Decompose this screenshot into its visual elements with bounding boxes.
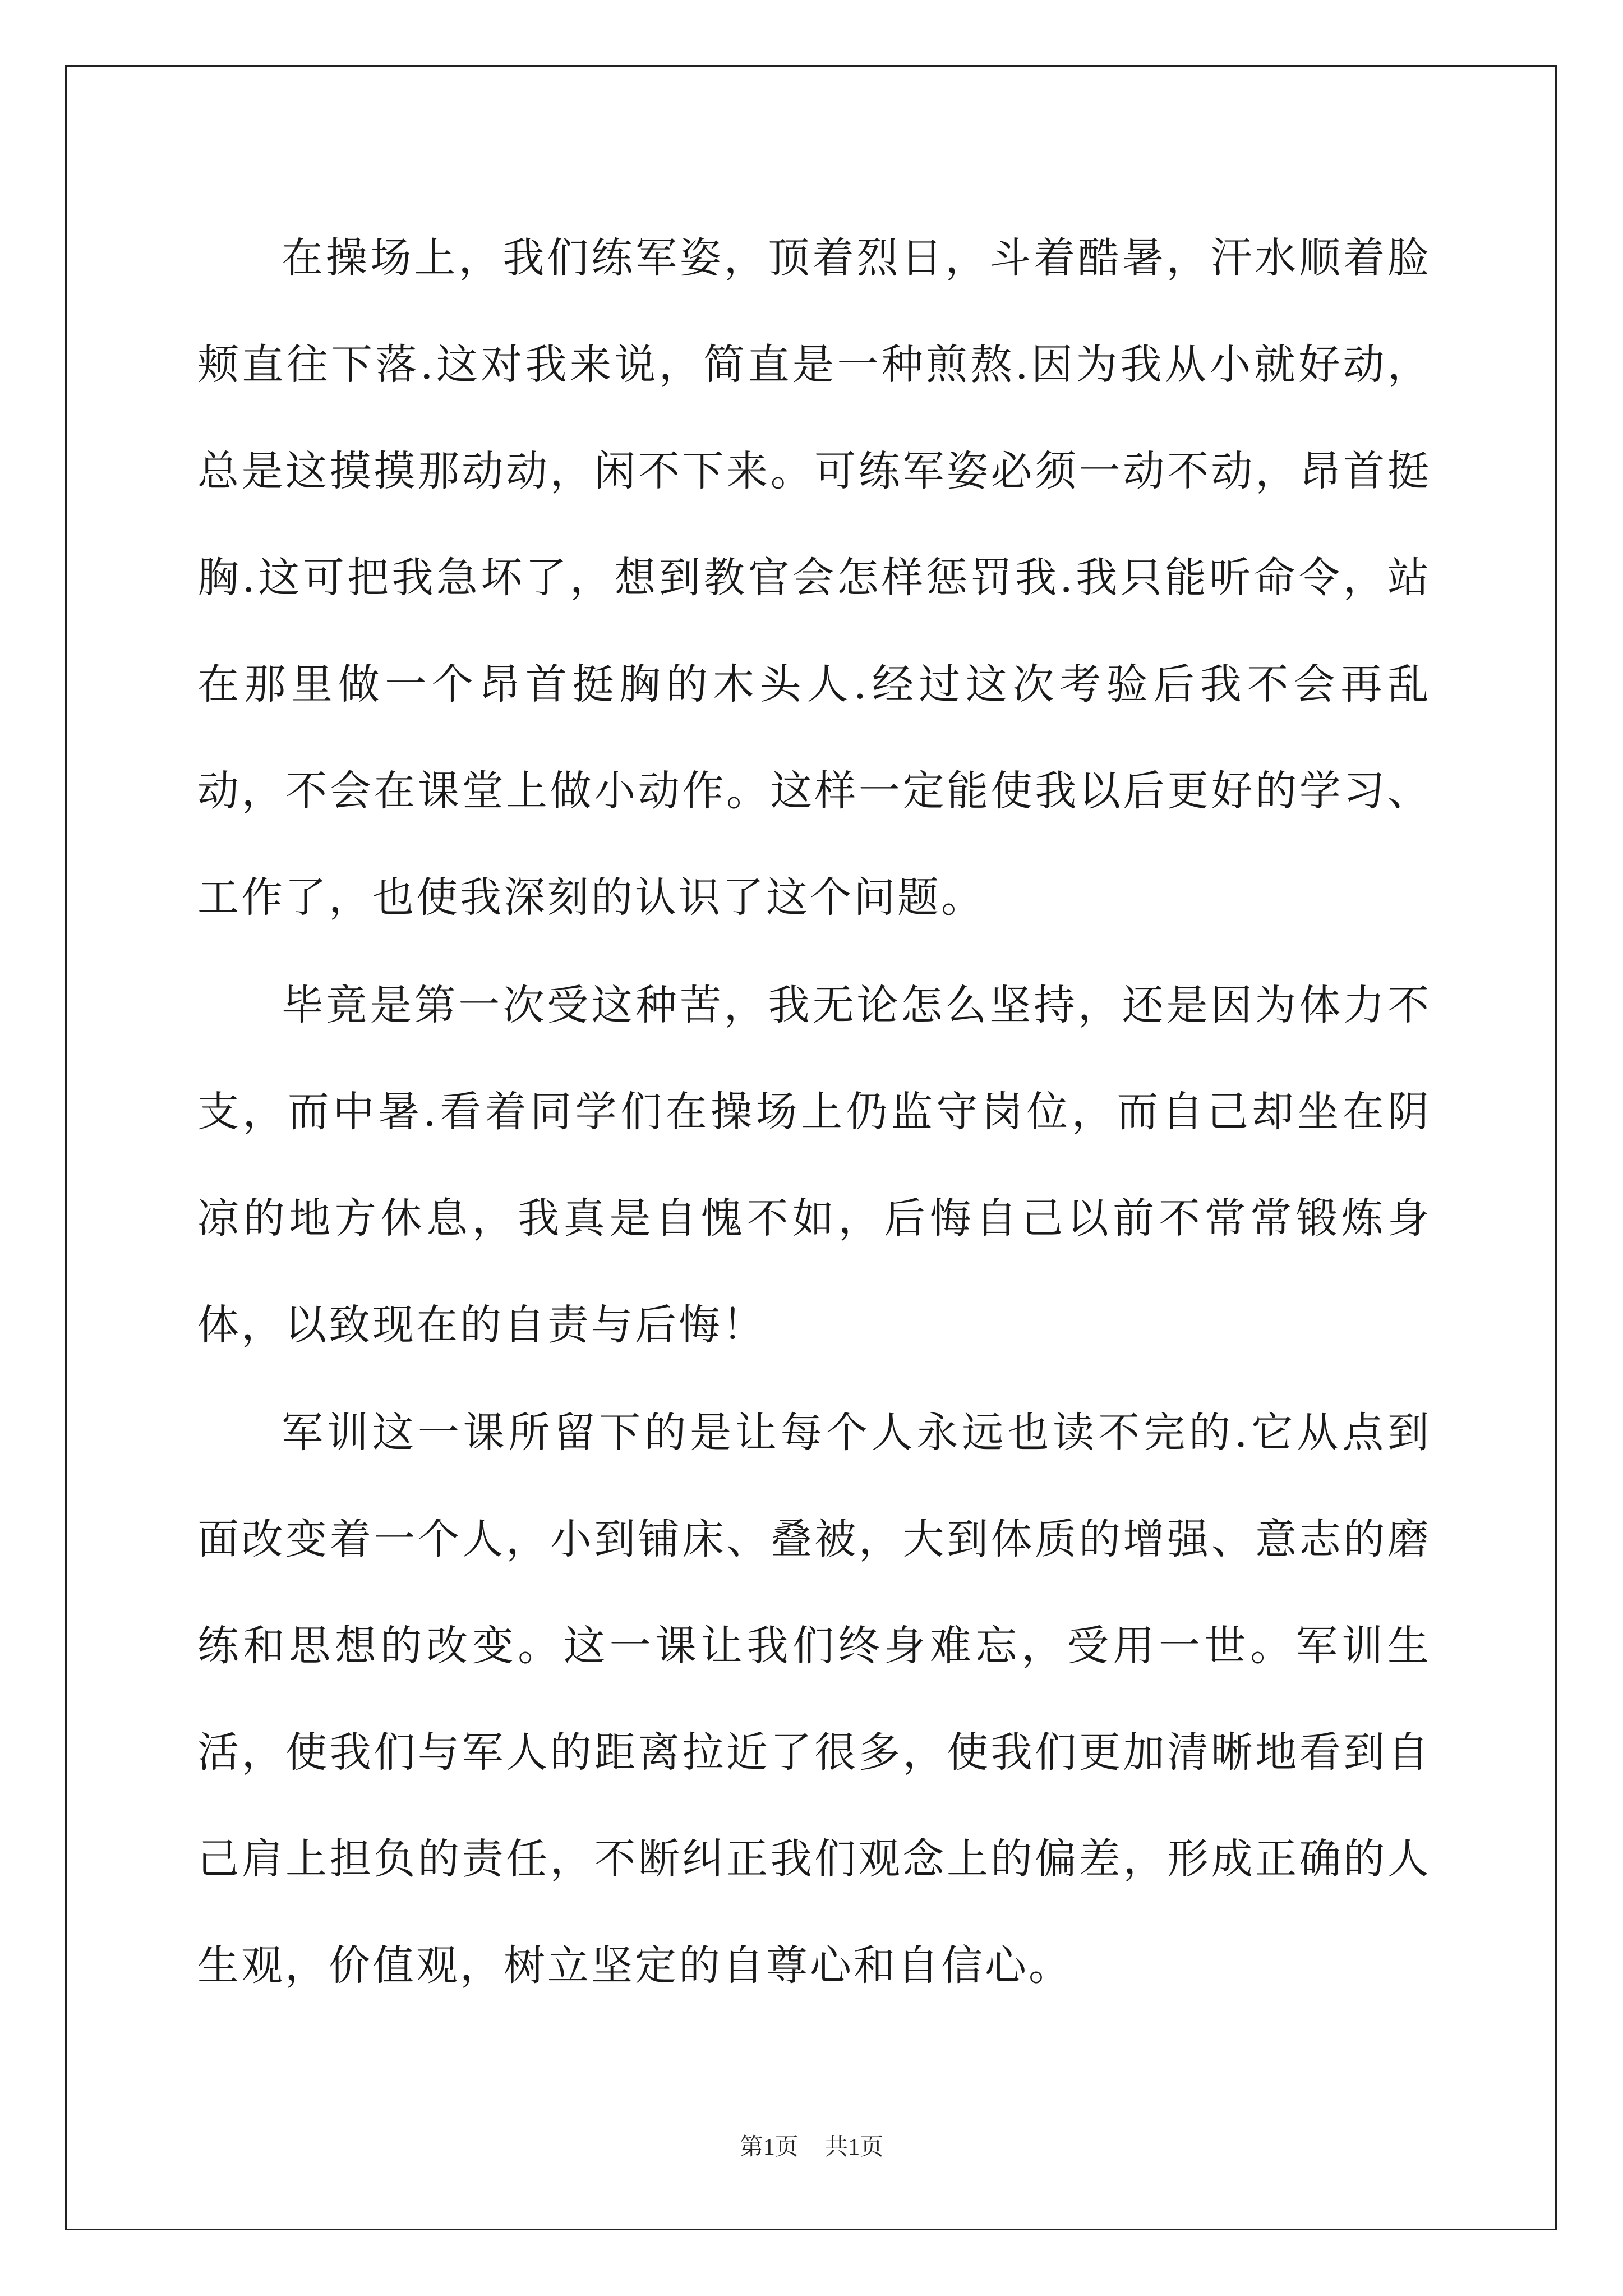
paragraph-3: 军训这一课所留下的是让每个人永远也读不完的.它从点到面改变着一个人，小到铺床、叠被，大到体质的增强、意志的磨练和思想的改变。这一课让我们终身难忘，受用一世。军训生活，使我们与军人的距离拉近了很多，使我们更加清晰地看到自己肩上担负的责任，不断纠正我们观念上的偏差，形成正确的人生观，价值观，树立坚定的自尊心和自信心。 <box>197 1409 1431 1990</box>
page-number: 第1页 <box>739 2134 799 2160</box>
page-footer <box>0 2131 1623 2164</box>
page-total: 共1页 <box>824 2134 884 2160</box>
paragraph-1: 在操场上，我们练军姿，顶着烈日，斗着酷暑，汗水顺着脸颊直往下落.这对我来说，简直是一种煎熬.因为我从小就好动，总是这摸摸那动动，闲不下来。可练军姿必须一动不动，昂首挺胸.这可把我急坏了，想到教官会怎样惩罚我.我只能听命令，站在那里做一个昂首挺胸的木头人.经过这次考验后我不会再乱动，不会在课堂上做小动作。这样一定能使我以后更好的学习、工作了，也使我深刻的认识了这个问题。 <box>197 234 1431 922</box>
paragraph-2: 毕竟是第一次受这种苦，我无论怎么坚持，还是因为体力不支，而中暑.看着同学们在操场上仍监守岗位，而自己却坐在阴凉的地方休息，我真是自愧不如，后悔自己以前不常常锻炼身体，以致现在的自责与后悔！ <box>197 981 1431 1349</box>
document-body <box>197 205 1431 2020</box>
